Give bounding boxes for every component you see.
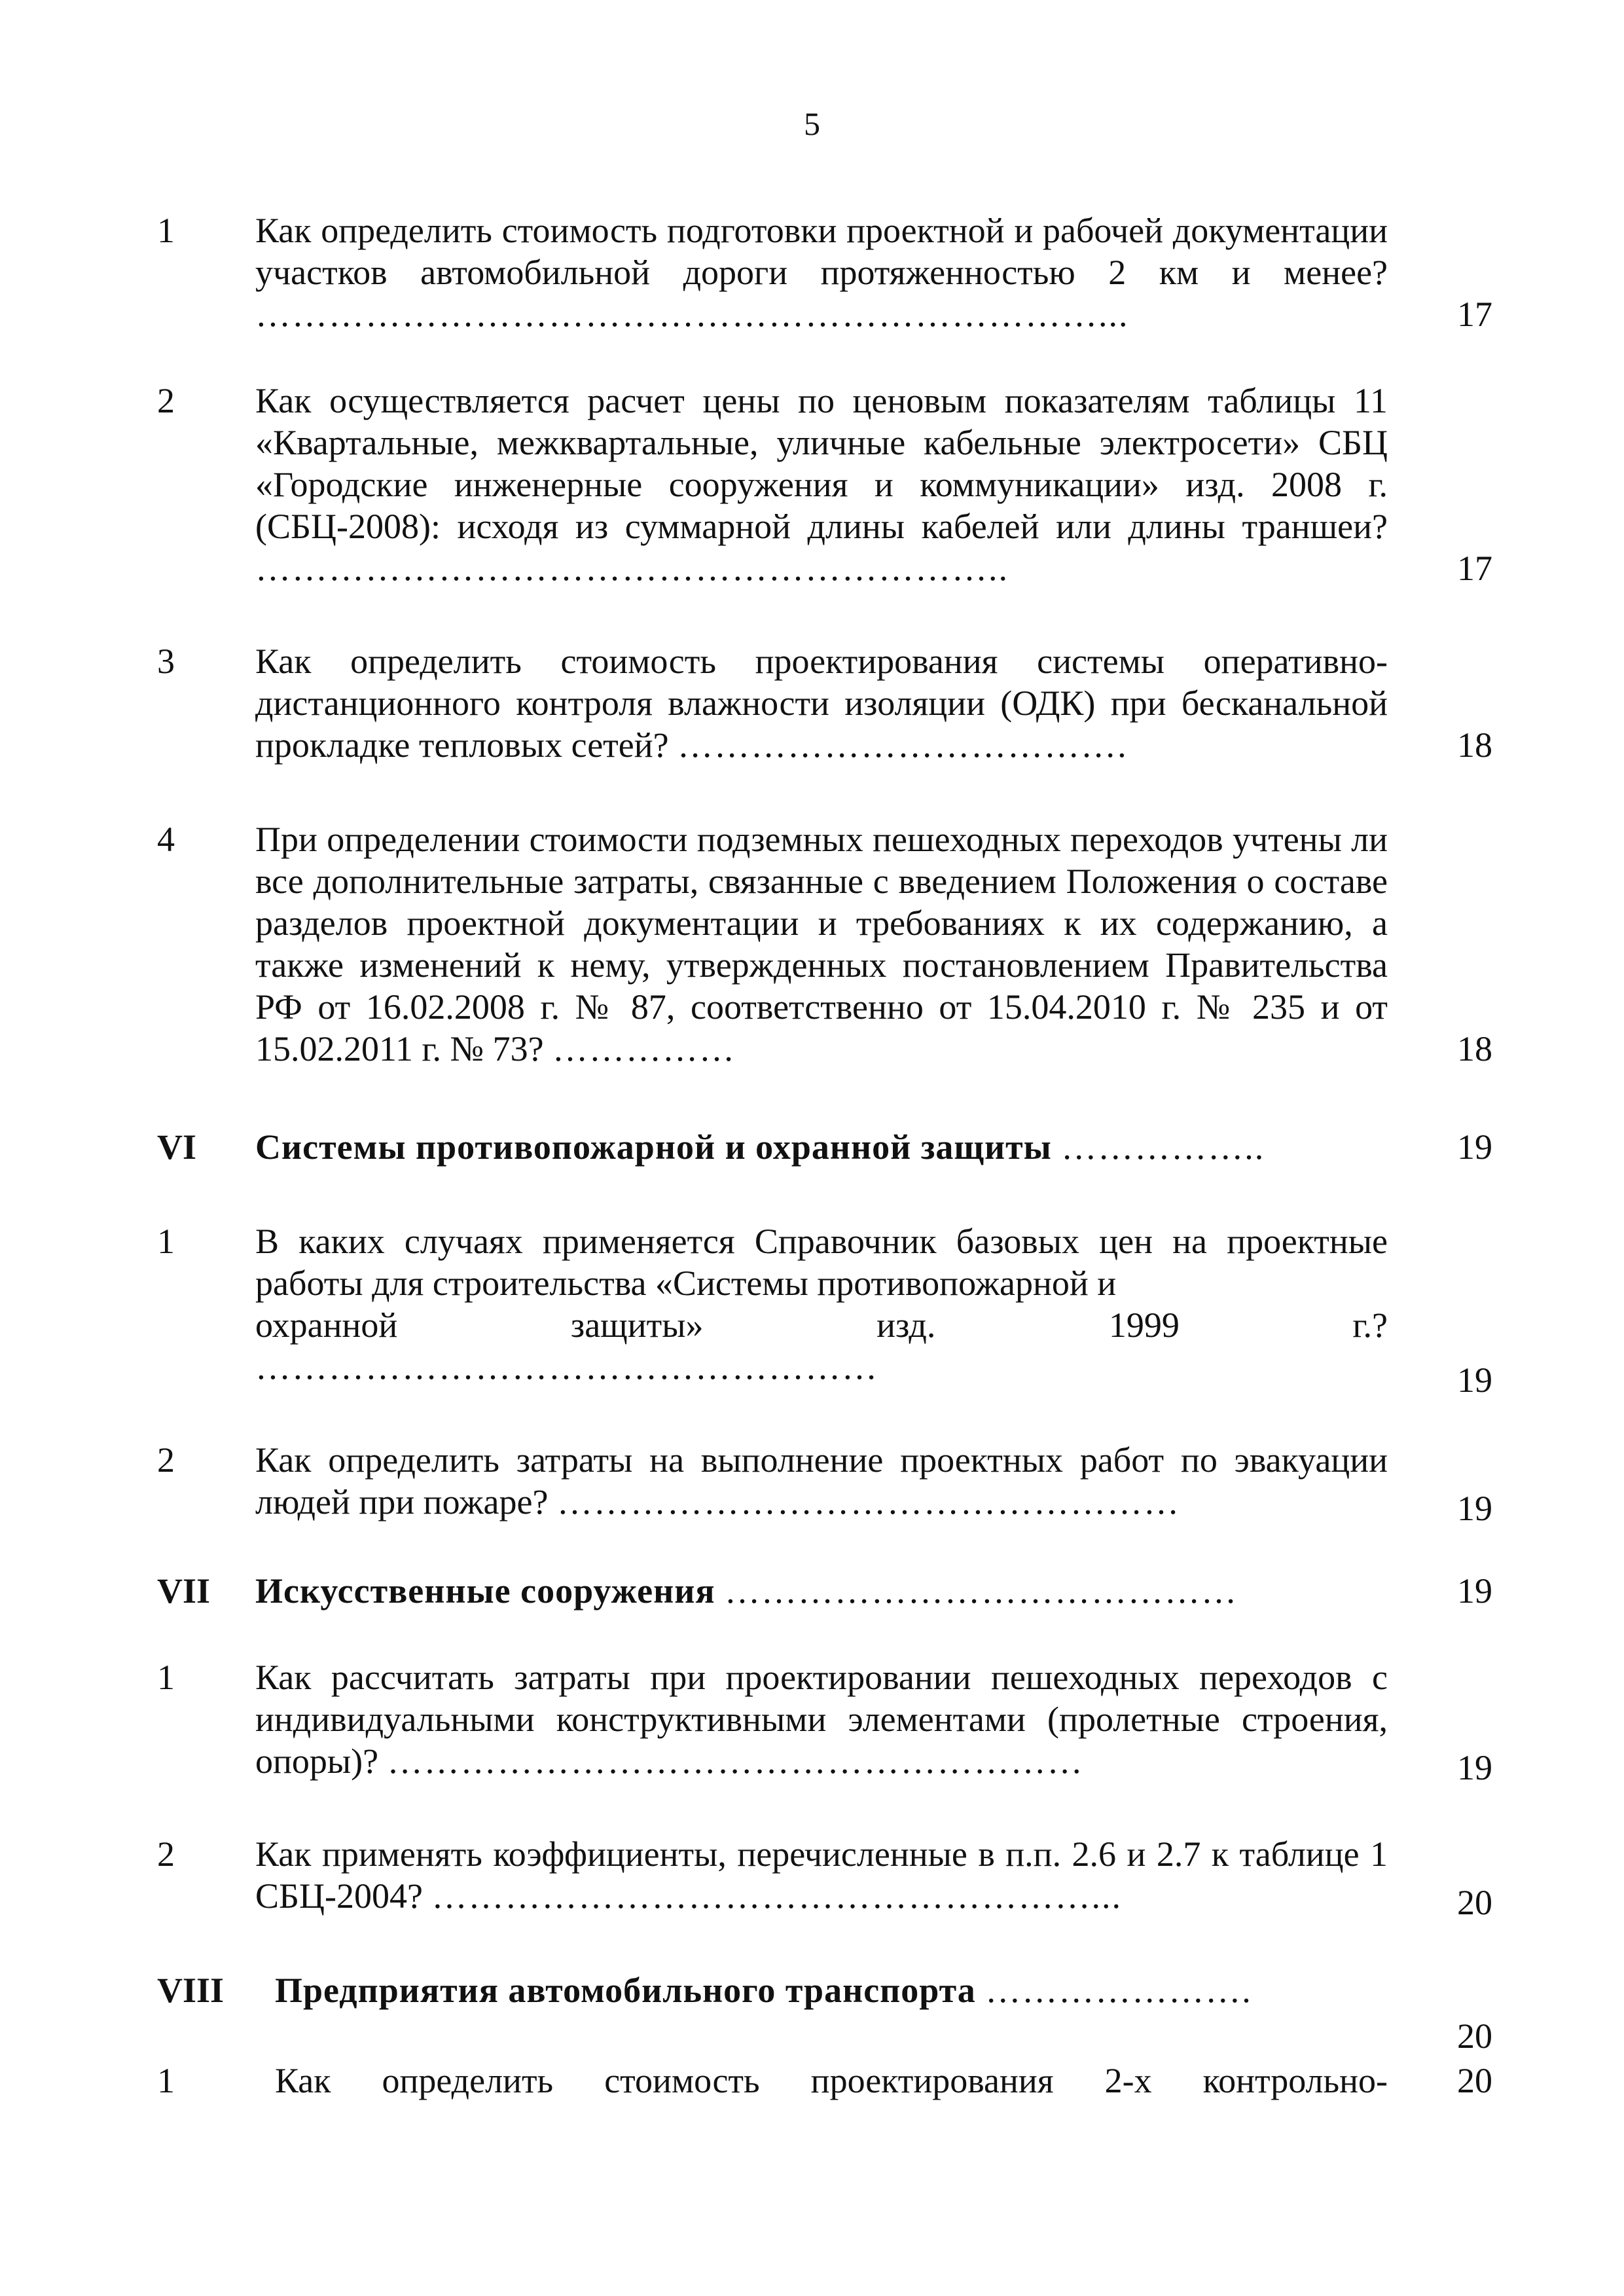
entry-number: 2 (157, 1834, 175, 1874)
entry-text: Как применять коэффициенты, перечисленные в п.п. 2.6 и 2.7 к таблице 1 СБЦ-2004? ………………………………………………... (255, 1834, 1388, 1916)
entry-text: Как определить стоимость подготовки проектной и рабочей документации участков автомобильной дороги протяженностью 2 км и менее? ……………………………………………………………... (255, 211, 1388, 334)
leader-dots: …………………………………………………….. (255, 549, 1009, 588)
leader-dots: …………………………………………… (556, 1482, 1180, 1522)
entry-page: 19 (1457, 1748, 1492, 1787)
leader-dots: ………………………………………………… (387, 1741, 1084, 1781)
entry-page: 20 (1457, 2016, 1492, 2056)
entry-number: 1 (157, 2061, 175, 2100)
entry-page: 18 (1457, 1029, 1492, 1068)
entry-page: 20 (1457, 1883, 1492, 1922)
entry-page: 19 (1457, 1489, 1492, 1528)
section-title: Предприятия автомобильного транспорта …………………. (275, 1971, 1252, 2010)
toc-entry (0, 1656, 1624, 1787)
entry-number: 3 (157, 642, 175, 681)
toc-section (0, 1969, 1624, 2056)
toc-section (0, 1126, 1624, 1167)
leader-dots: …………………………………………… (255, 1347, 878, 1387)
entry-number: 2 (157, 381, 175, 420)
entry-number: 1 (157, 1222, 175, 1261)
section-number: VI (157, 1127, 197, 1167)
entry-text-last-line: охранной защиты» изд. 1999 г.? (255, 1305, 1388, 1345)
entry-text: Как осуществляется расчет цены по ценовым показателям таблицы 11 «Квартальные, межквартальные, уличные кабельные электросети» СБЦ «Городские инженерные сооружения и коммуникации» изд. 2008 г. (СБЦ-2008): исходя из суммарной длины кабелей или длины траншеи? …………………………………………………….. (255, 381, 1388, 588)
leader-dots: ………………………………. (677, 725, 1128, 765)
leader-dots: …………… (552, 1029, 736, 1068)
entry-text: Как рассчитать затраты при проектировании пешеходных переходов с индивидуальными конструктивными элементами (пролетные строения, опоры)? ………………………………………………… (255, 1658, 1388, 1781)
entry-page: 18 (1457, 725, 1492, 765)
entry-number: 1 (157, 1658, 175, 1697)
page-number: 5 (804, 105, 820, 142)
leader-dots: …………….. (1061, 1127, 1265, 1167)
section-number: VIII (157, 1971, 225, 2010)
toc-entry (0, 1833, 1624, 1922)
entry-text: Как определить стоимость проектирования системы оперативно-дистанционного контроля влажности изоляции (ОДК) при бесканальной прокладке тепловых сетей? ………………………………. (255, 642, 1388, 765)
entry-number: 4 (157, 820, 175, 859)
toc-entry (0, 1439, 1624, 1528)
toc-entry (0, 640, 1624, 765)
entry-number: 2 (157, 1440, 175, 1480)
section-title: Искусственные сооружения …………………………………… (255, 1571, 1238, 1611)
entry-text: Как определить затраты на выполнение проектных работ по эвакуации людей при пожаре? …………………………………………… (255, 1440, 1388, 1522)
entry-text: В каких случаях применяется Справочник базовых цен на проектные работы для строительства «Системы противопожарной и охранной защиты» изд. 1999 г.? …………………………………………… (255, 1222, 1388, 1387)
entry-text: При определении стоимости подземных пешеходных переходов учтены ли все дополнительные затраты, связанные с введением Положения о составе разделов проектной документации и требованиях к их содержанию, а также изменений к нему, утвержденных постановлением Правительства РФ от 16.02.2008 г. № 87, соответственно от 15.04.2010 г. № 235 и от 15.02.2011 г. № 73? …………… (255, 820, 1388, 1068)
entry-page: 19 (1457, 1571, 1492, 1611)
entry-page: 20 (1457, 2061, 1492, 2100)
entry-text: Как определить стоимость проектирования 2-х контрольно- (275, 2061, 1388, 2100)
section-number: VII (157, 1571, 211, 1611)
entry-page: 17 (1457, 549, 1492, 588)
leader-dots: ………………………………………………... (431, 1876, 1122, 1916)
toc-entry (0, 818, 1624, 1068)
toc-entry (0, 1220, 1624, 1400)
entry-page: 17 (1457, 295, 1492, 334)
entry-page: 19 (1457, 1360, 1492, 1400)
entry-page: 19 (1457, 1127, 1492, 1167)
toc-section (0, 1570, 1624, 1611)
section-title: Системы противопожарной и охранной защиты …………….. (255, 1127, 1265, 1167)
leader-dots: ……………………………………………………………... (255, 295, 1129, 334)
entry-number: 1 (157, 211, 175, 250)
leader-dots: …………………………………… (725, 1571, 1238, 1611)
leader-dots: …………………. (985, 1971, 1252, 2010)
